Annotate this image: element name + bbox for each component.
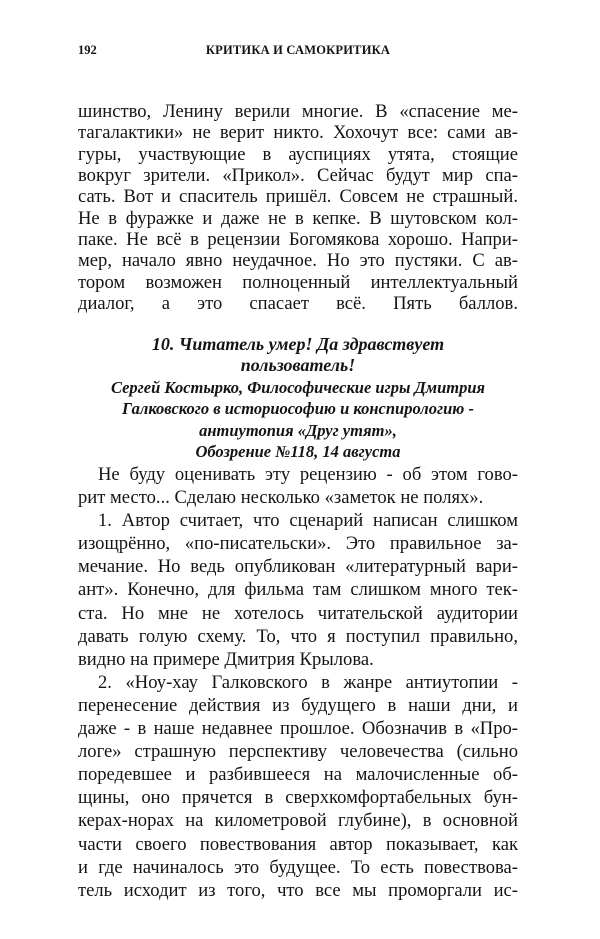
- text-line: тором возможен полноценный интеллектуальный: [78, 271, 518, 293]
- section-subtitle-line: Обозрение №118, 14 августа: [195, 441, 401, 461]
- text-line: тель исходит из того, что все мы проморгали ис-: [78, 879, 518, 901]
- text-line: рит место... Сделаю несколько «заметок не полях».: [78, 487, 484, 509]
- text-line: паке. Не всё в рецензии Богомякова хорошо. Напри-: [78, 229, 518, 251]
- text-line: части своего повествования автор показывает, как: [78, 833, 518, 855]
- section-title-line: 10. Читатель умер! Да здравствует: [151, 334, 445, 354]
- section-title-line: пользователь!: [240, 355, 356, 376]
- text-line: перенесение действия из будущего в наши дни, и: [78, 694, 518, 716]
- text-line: Не в фуражке и даже не в кепке. В шутовском кол-: [78, 207, 518, 229]
- text-line: диалог, а это спасает всё. Пять баллов.: [78, 293, 518, 315]
- text-line: керах-норах на километровой глубине), в основной: [78, 810, 518, 832]
- text-line: мер, начало явно неудачное. Но это пустяки. С ав-: [78, 250, 518, 272]
- section-subtitle-line: Сергей Костырко, Философические игры Дмитрия: [110, 377, 486, 397]
- text-line: тагалактики» не верит никто. Хохочут все: сами ав-: [78, 122, 518, 144]
- text-line: Не буду оценивать эту рецензию - об этом гово-: [98, 464, 518, 485]
- running-header: [78, 43, 518, 63]
- text-line: даже - в наше недавнее прошлое. Обозначив в «Про-: [78, 718, 518, 740]
- section-subtitle-line: Галковского в историософию и конспирологию -: [122, 399, 474, 419]
- section-subtitle-line: антиутопия «Друг утят»,: [199, 420, 397, 440]
- text-line: изощрённо, «по-писательски». Это правильное за-: [78, 533, 518, 555]
- text-line: щины, оно прячется в сверхкомфортабельных бун-: [78, 787, 518, 809]
- page-number: 192: [78, 43, 97, 57]
- text-line: вокруг зрители. «Прикол». Сейчас будут мир спа-: [78, 165, 518, 187]
- text-line: 2. «Ноу-хау Галковского в жанре антиутопии -: [98, 671, 518, 693]
- text-line: ста. Но мне не хотелось читательской аудитории: [78, 602, 518, 624]
- text-line: и где начиналось это будущее. То есть повествова-: [78, 856, 518, 878]
- running-title: КРИТИКА И САМОКРИТИКА: [205, 43, 391, 57]
- text-line: видно на примере Дмитрия Крылова.: [78, 648, 374, 670]
- text-line: сать. Вот и спаситель пришёл. Совсем не страшный.: [78, 186, 518, 208]
- text-line: шинство, Ленину верили многие. В «спасение ме-: [78, 101, 518, 122]
- text-line: мечание. Но ведь опубликован «литературный вари-: [78, 556, 518, 578]
- text-line: логе» страшную перспективу человечества (сильно: [78, 741, 518, 763]
- text-line: давать голую схему. То, что я поступил правильно,: [78, 625, 518, 647]
- text-line: 1. Автор считает, что сценарий написан слишком: [98, 510, 518, 532]
- text-line: ант». Конечно, для фильма там слишком много тек-: [78, 579, 518, 601]
- section-body: [78, 463, 518, 902]
- text-line: гуры, участвующие в ауспициях утята, стоящие: [78, 143, 518, 165]
- text-line: поредевшее и разбившееся на малочисленные об-: [78, 764, 518, 786]
- paragraph-continued: [78, 101, 518, 314]
- section-heading: [78, 334, 518, 462]
